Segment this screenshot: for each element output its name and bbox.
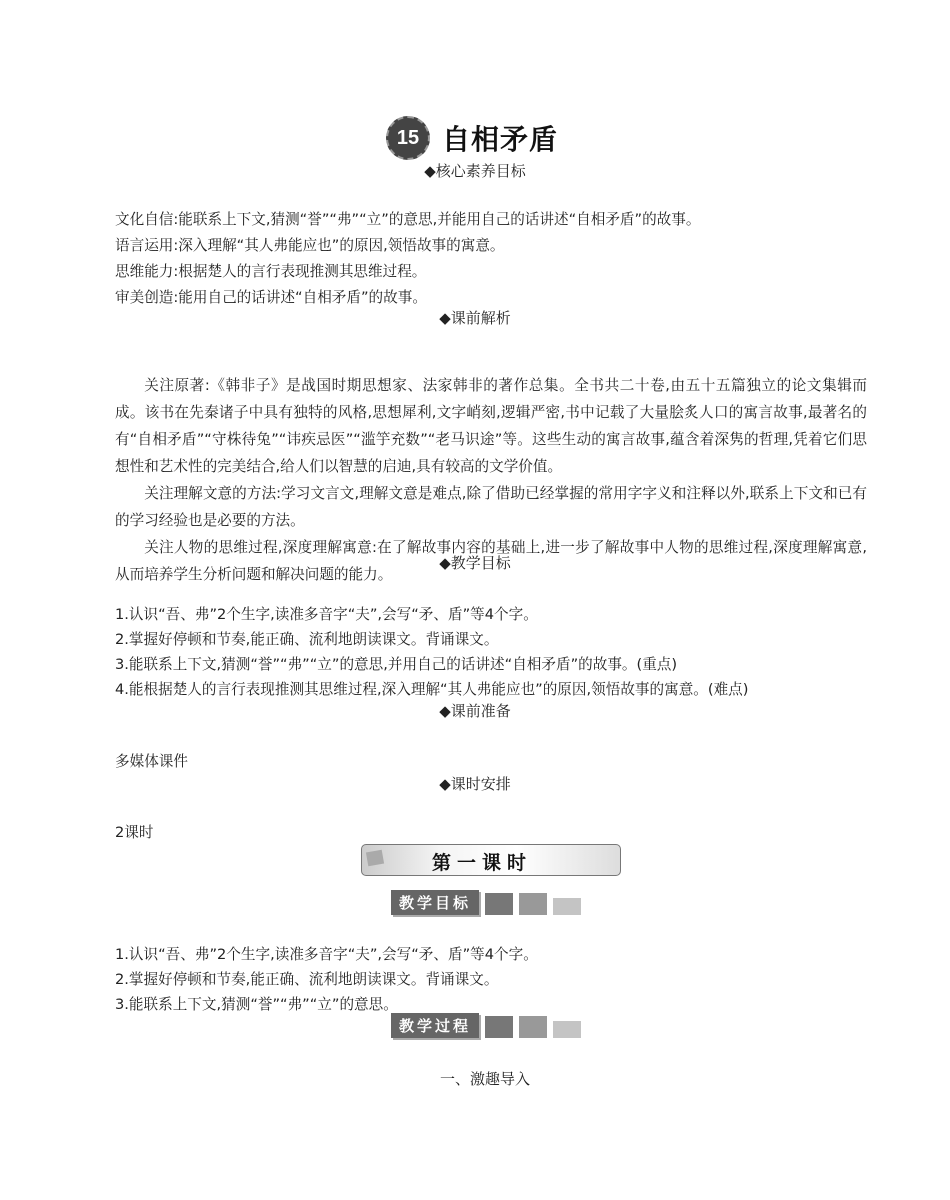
lesson1-goal: 1.认识“吾、弗”2个生字,读准多音字“夫”,会写“矛、盾”等4个字。 [115, 946, 538, 963]
lesson1-goal: 2.掌握好停顿和节奏,能正确、流利地朗读课文。背诵课文。 [115, 971, 499, 988]
banner-title: 第一课时 [432, 852, 533, 874]
lesson-header [386, 116, 558, 160]
section-core-heading: ◆核心素养目标 [424, 162, 526, 180]
lesson-title: 自相矛盾 [442, 123, 559, 156]
core-item: 思维能力:根据楚人的言行表现推测其思维过程。 [115, 263, 427, 280]
process-tag: 教学过程 [391, 1013, 479, 1038]
tag-square [485, 893, 513, 915]
lesson-number-badge: 15 [386, 116, 430, 160]
prep-text: 多媒体课件 [115, 753, 188, 770]
section-schedule-heading: ◆课时安排 [439, 775, 511, 793]
goal-item: 4.能根据楚人的言行表现推测其思维过程,深入理解“其人弗能应也”的原因,领悟故事的寓意。(难点) [115, 681, 749, 698]
section-analysis-heading: ◆课前解析 [439, 309, 511, 327]
step-heading: 一、激趣导入 [440, 1070, 531, 1088]
lesson1-goal: 3.能联系上下文,猜测“誉”“弗”“立”的意思。 [115, 996, 398, 1013]
core-item: 文化自信:能联系上下文,猜测“誉”“弗”“立”的意思,并能用自己的话讲述“自相矛盾”的故事。 [115, 211, 701, 228]
analysis-paragraph: 关注理解文意的方法:学习文言文,理解文意是难点,除了借助已经掌握的常用字字义和注释以外,联系上下文和已有的学习经验也是必要的方法。 [115, 485, 867, 529]
goal-item: 1.认识“吾、弗”2个生字,读准多音字“夫”,会写“矛、盾”等4个字。 [115, 606, 538, 623]
goal-tag-box [391, 890, 581, 915]
analysis-paragraph: 关注原著:《韩非子》是战国时期思想家、法家韩非的著作总集。全书共二十卷,由五十五篇独立的论文集辑而成。该书在先秦诸子中具有独特的风格,思想犀利,文字峭刻,逻辑严密,书中记载了大量脍炙人口的寓言故事,最著名的有“自相矛盾”“守株待兔”“讳疾忌医”“滥竽充数”“老马识途”等。这些生动的寓言故事,蕴含着深隽的哲理,凭着它们思想性和艺术性的完美结合,给人们以智慧的启迪,具有较高的文学价值。 [115, 377, 867, 475]
goal-item: 3.能联系上下文,猜测“誉”“弗”“立”的意思,并用自己的话讲述“自相矛盾”的故事。(重点) [115, 656, 678, 673]
analysis-paragraph: 关注人物的思维过程,深度理解寓意:在了解故事内容的基础上,进一步了解故事中人物的思维过程,深度理解寓意,从而培养学生分析问题和解决问题的能力。 [115, 539, 867, 583]
tag-square [519, 1016, 547, 1038]
core-item: 审美创造:能用自己的话讲述“自相矛盾”的故事。 [115, 289, 427, 306]
tag-square [485, 1016, 513, 1038]
goal-tag: 教学目标 [391, 890, 479, 915]
process-tag-box [391, 1013, 581, 1038]
section-prep-heading: ◆课前准备 [439, 702, 511, 720]
core-item: 语言运用:深入理解“其人弗能应也”的原因,领悟故事的寓意。 [115, 237, 505, 254]
tag-square [519, 893, 547, 915]
section-goal-heading: ◆教学目标 [439, 554, 511, 572]
tag-square [553, 898, 581, 915]
schedule-text: 2课时 [115, 824, 154, 841]
goal-item: 2.掌握好停顿和节奏,能正确、流利地朗读课文。背诵课文。 [115, 631, 499, 648]
banner-decoration [366, 850, 384, 867]
lesson1-banner [361, 844, 621, 876]
tag-square [553, 1021, 581, 1038]
